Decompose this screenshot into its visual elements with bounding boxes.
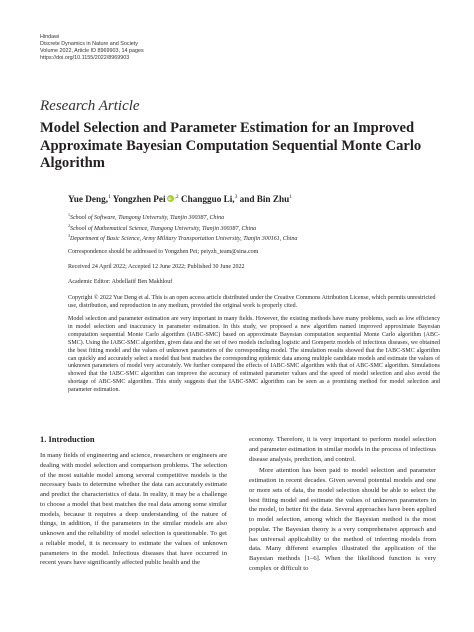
paragraph: economy. Therefore, it is very important to perform model selection and parameter estimation in similar models in the process of infectious disease analysis, prediction, and control. xyxy=(249,436,436,463)
journal-name: Discrete Dynamics in Nature and Society xyxy=(40,41,138,47)
orcid-icon[interactable] xyxy=(167,195,174,202)
academic-editor: Academic Editor: Abdellatif Ben Makhlouf xyxy=(68,279,173,285)
section-heading: 1. Introduction xyxy=(40,434,95,444)
affiliation: $^3$Department of Basic Science, Army Military Transportation University, Tianjin 300161, China xyxy=(68,233,298,242)
affiliation: $^1$School of Software, Tiangong University, Tianjin 300387, China xyxy=(68,212,225,221)
author-name: Yue Deng, xyxy=(68,194,108,205)
author-name: Changguo Li, xyxy=(180,194,235,205)
right-column xyxy=(249,435,436,574)
publisher-name: Hindawi xyxy=(40,34,60,40)
paper-title: Model Selection and Parameter Estimation for an Improved Approximate Bayesian Computation Sequential Monte Carlo Algorithm xyxy=(40,120,422,171)
correspondence: Correspondence should be addressed to Yongzhen Pei; peiyzh_team@sina.com xyxy=(68,249,259,255)
article-dates: Received 24 April 2022; Accepted 12 June 2022; Published 30 June 2022 xyxy=(68,264,245,270)
abstract: Model selection and parameter estimation are very important in many fields. However, the existing methods have many problems, such as low efficiency in model selection and inaccuracy in parameter estimation. In this study, we proposed a new algorithm named improved approximate Bayesian computation sequential Monte Carlo algorithm (IABC-SMC) based on approximate Bayesian computation sequential Monte Carlo algorithm (ABC-SMC). Using the IABC-SMC algorithm, given data and the set of two models including logistic and Gompertz models of infectious diseases, we obtained the best fitting model and the values of unknown parameters of the corresponding model. The simulation results showed that the IABC-SMC algorithm can quickly and accurately select a model that best matches the corresponding epidemic data among multiple candidate models and estimate the values of unknown parameters of model very accurately. We further compared the effects of IABC-SMC algorithm with that of ABC-SMC algorithm. Simulations showed that the IABC-SMC algorithm can improve the accuracy of estimated parameter values and the speed of model selection and also avoid the shortage of ABC-SMC algorithm. This study suggests that the IABC-SMC algorithm can be seen as a promising method for model selection and parameter estimation. xyxy=(68,316,440,394)
left-column xyxy=(40,451,227,568)
author-name: and Bin Zhu xyxy=(239,194,290,205)
author-affil-sup: 1 xyxy=(108,194,111,200)
doi-link[interactable]: https://doi.org/10.1155/2022/8969903 xyxy=(40,55,130,61)
journal-volume: Volume 2022, Article ID 8969903, 14 pages xyxy=(40,48,144,54)
article-type: Research Article xyxy=(40,98,140,114)
affiliation: $^2$School of Mathematical Science, Tiangong University, Tianjin 300387, China xyxy=(68,223,257,232)
journal-info xyxy=(40,34,144,62)
copyright-notice: Copyright © 2022 Yue Deng et al. This is an open access article distributed under the Creative Commons Attribution License, which permits unrestricted use, distribution, and reproduction in any medium, provided the original work is properly cited. xyxy=(68,295,436,309)
author-affil-sup: ,2 xyxy=(174,194,179,200)
author-affil-sup: 3 xyxy=(234,194,238,200)
paragraph: More attention has been paid to model selection and parameter estimation in recent decades. Given several potential models and one or more sets of data, the model selection should be able to select the best fitting model and estimate the values of unknown parameters in the model, to better fit the data. Several approaches have been applied to model selection, among which the Bayesian method is the most popular. The Bayesian theory is a very comprehensive approach and has universal applicability to the method of inferring models from data. Many different examples illustrated the application of the Bayesian methods [1–6]. When the likelihood function is very complex or difficult to xyxy=(249,467,436,572)
author-list xyxy=(68,194,292,204)
paragraph: In many fields of engineering and science, researchers or engineers are dealing with model selection and comparison problems. The selection of the most suitable model among several competitive models is the necessary basis to determine whether the data can accurately estimate and predict the characteristics of data. In reality, it may be a challenge to choose a model that best matches the real data among some similar models, because it requires a deep understanding of the nature of things, in addition, if the parameters in the similar models are also unknown and the reliability of model selection is questionable. To get a reliable model, it is necessary to estimate the values of unknown parameters in the model. Infectious diseases that have occurred in recent years have significantly affected public health and the xyxy=(40,452,227,567)
author-affil-sup: 1 xyxy=(289,194,292,200)
author-name: Yongzhen Pei xyxy=(112,194,166,205)
